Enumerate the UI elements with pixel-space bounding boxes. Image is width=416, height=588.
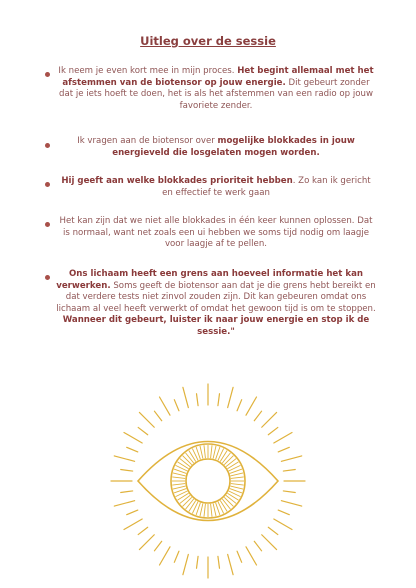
- iris-line: [180, 495, 190, 503]
- sun-ray: [254, 541, 261, 551]
- sun-ray: [262, 412, 277, 427]
- bullet-icon: [45, 72, 50, 77]
- sun-ray: [283, 470, 295, 472]
- body-text: Het kan zijn dat we niet alle blokkades in één keer kunnen oplossen. Dat is normaal, want net zoals een ui hebben we soms tijd nodig om laagje voor laagje af te pellen.: [59, 216, 373, 250]
- sun-ray: [160, 397, 171, 415]
- iris-line: [189, 451, 196, 462]
- sun-ray: [114, 456, 134, 461]
- sun-ray: [154, 541, 161, 551]
- bullet-icon: [45, 182, 50, 187]
- sun-ray: [268, 527, 278, 534]
- sun-ray: [124, 433, 142, 444]
- sun-ray: [174, 400, 179, 411]
- sun-rays: [111, 384, 305, 578]
- sun-ray: [262, 535, 277, 550]
- iris-line: [222, 453, 230, 463]
- emphasis-text: Hij geeft aan welke blokkades prioriteit hebben: [61, 176, 293, 186]
- iris-line: [226, 495, 236, 503]
- sun-ray: [246, 547, 257, 565]
- iris-line: [224, 497, 233, 506]
- sun-ray: [283, 491, 295, 493]
- list-item: [56, 136, 376, 159]
- sun-eye-icon: [108, 380, 308, 580]
- sun-ray: [124, 519, 142, 530]
- sun-ray: [183, 554, 188, 574]
- sun-ray: [183, 387, 188, 407]
- sun-ray: [139, 412, 154, 427]
- iris-line: [189, 500, 196, 511]
- sun-ray: [114, 501, 134, 506]
- iris-line: [220, 451, 227, 462]
- iris-line: [180, 459, 190, 467]
- emphasis-text: Het begint allemaal met het afstemmen van de biotensor op jouw energie.: [62, 66, 374, 88]
- iris-line: [173, 473, 186, 476]
- emphasis-text: Ons lichaam heeft een grens aan hoeveel informatie het kan verwerken.: [56, 269, 363, 291]
- iris-line: [231, 477, 244, 478]
- page-title: Uitleg over de sessie: [140, 34, 276, 48]
- bullet-icon: [45, 143, 50, 148]
- iris-line: [213, 503, 216, 516]
- list-item: [56, 176, 376, 199]
- body-text: . Zo kan ik gericht en effectief te werk gaan: [162, 176, 371, 198]
- body-text: Ik vragen aan de biotensor over: [77, 136, 218, 146]
- emphasis-text: mogelijke blokkades in jouw energieveld die losgelaten mogen worden.: [112, 136, 355, 158]
- sun-ray: [138, 527, 148, 534]
- sun-ray: [160, 547, 171, 565]
- sun-ray: [278, 447, 289, 452]
- bullet-icon: [45, 222, 50, 227]
- iris-line: [186, 453, 194, 463]
- iris-line: [230, 473, 243, 476]
- iris-line: [231, 484, 244, 485]
- body-text: Dit gebeurt zonder dat je iets hoeft te doen, het is als het afstemmen van een radio op jouw favoriete zender.: [59, 77, 373, 111]
- sun-ray: [218, 394, 220, 406]
- sun-ray: [139, 535, 154, 550]
- iris-line: [220, 500, 227, 511]
- sun-ray: [197, 556, 199, 568]
- iris-line: [178, 493, 189, 500]
- iris-line: [227, 462, 238, 469]
- sun-ray: [237, 551, 242, 562]
- bullet-icon: [45, 275, 50, 280]
- list-item: [56, 216, 376, 251]
- sun-ray: [228, 387, 233, 407]
- iris-line: [173, 486, 186, 489]
- iris-line: [230, 486, 243, 489]
- sun-ray: [154, 411, 161, 421]
- sun-ray: [246, 397, 257, 415]
- iris-lines: [172, 445, 244, 517]
- iris-line: [204, 504, 205, 517]
- sun-ray: [237, 400, 242, 411]
- sun-ray: [278, 510, 289, 515]
- iris-line: [213, 446, 216, 459]
- sun-ray: [127, 510, 138, 515]
- emphasis-text: Wanneer dit gebeurt, luister ik naar jouw energie en stop ik de sessie.": [62, 315, 370, 337]
- iris-line: [204, 445, 205, 458]
- body-text: Ik neem je even kort mee in mijn proces.: [58, 66, 238, 76]
- iris-line: [226, 459, 236, 467]
- sun-ray: [281, 456, 301, 461]
- iris-line: [200, 503, 203, 516]
- list-item: [56, 66, 376, 112]
- sun-ray: [121, 491, 133, 493]
- iris-line: [178, 462, 189, 469]
- iris-line: [200, 446, 203, 459]
- iris-line: [186, 499, 194, 509]
- sun-ray: [254, 411, 261, 421]
- sun-ray: [268, 427, 278, 434]
- iris-line: [227, 493, 238, 500]
- iris-line: [183, 456, 192, 465]
- iris-line: [211, 504, 212, 517]
- sun-ray: [197, 394, 199, 406]
- list-item: [56, 269, 376, 339]
- sun-ray: [127, 447, 138, 452]
- iris-line: [211, 445, 212, 458]
- iris-line: [172, 484, 185, 485]
- sun-ray: [138, 427, 148, 434]
- iris-line: [172, 477, 185, 478]
- sun-ray: [274, 433, 292, 444]
- sun-ray: [228, 554, 233, 574]
- pupil: [186, 459, 230, 503]
- sun-ray: [174, 551, 179, 562]
- sun-ray: [274, 519, 292, 530]
- iris-line: [183, 497, 192, 506]
- iris-line: [224, 456, 233, 465]
- iris-line: [222, 499, 230, 509]
- sun-ray: [281, 501, 301, 506]
- body-text: Soms geeft de biotensor aan dat je die grens hebt bereikt en dat verdere tests niet zinvol zouden zijn. Dit kan gebeuren omdat ons lichaam al veel heeft verwerkt of omdat het gewoon tijd is om te stoppen.: [56, 280, 376, 314]
- sun-ray: [121, 470, 133, 472]
- sun-ray: [218, 556, 220, 568]
